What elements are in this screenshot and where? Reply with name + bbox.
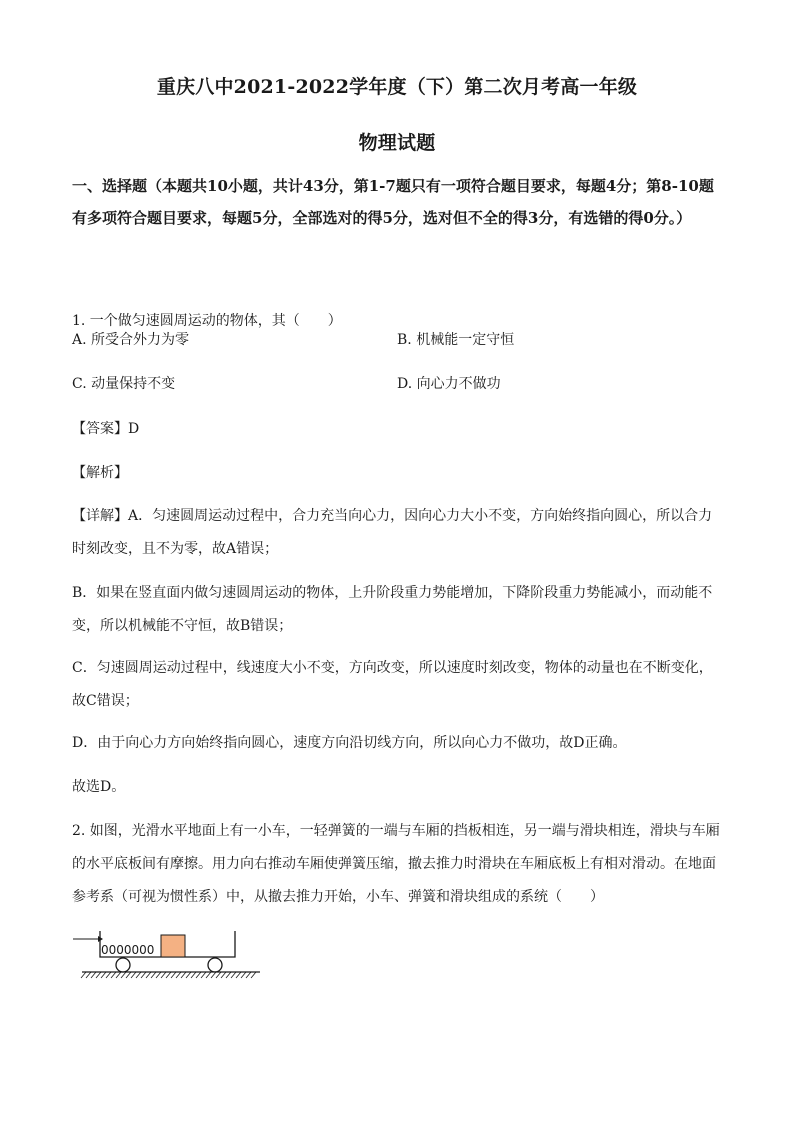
hatch-mark <box>156 972 161 978</box>
detail-label: 【详解】 <box>72 508 128 524</box>
hatch-mark <box>81 972 86 978</box>
hatch-mark <box>246 972 251 978</box>
slider-block <box>161 935 185 957</box>
detail-a-text: A．匀速圆周运动过程中，合力充当向心力，因向心力大小不变，方向始终指向圆心，所以合力时刻改变，且不为零，故A错误； <box>72 508 713 557</box>
q1-detail-a <box>72 500 722 566</box>
hatch-mark <box>176 972 181 978</box>
spring: 0000000 <box>101 943 155 957</box>
hatch-mark <box>221 972 226 978</box>
hatch-mark <box>201 972 206 978</box>
q1-option-c: C. 动量保持不变 <box>72 376 176 392</box>
hatch-mark <box>146 972 151 978</box>
answer-label: 【答案】 <box>72 421 128 437</box>
hatch-mark <box>241 972 246 978</box>
hatch-mark <box>121 972 126 978</box>
hatch-mark <box>131 972 136 978</box>
q1-detail-b: B．如果在竖直面内做匀速圆周运动的物体，上升阶段重力势能增加，下降阶段重力势能减小，而动能不变，所以机械能不守恒，故B错误； <box>72 585 713 634</box>
cart-spring-diagram <box>70 925 270 985</box>
hatch-mark <box>161 972 166 978</box>
exam-subtitle: 物理试题 <box>358 132 436 154</box>
question-2-stem: 2. 如图，光滑水平地面上有一小车，一轻弹簧的一端与车厢的挡板相连，另一端与滑块相连，滑块与车厢的水平底板间有摩擦。用力向右推动车厢使弹簧压缩，撤去推力时滑块在车厢底板上有相对滑动。在地面参考系（可视为惯性系）中，从撤去推力开始，小车、弹簧和滑块组成的系统（ ） <box>72 823 720 905</box>
exam-title: 重庆八中2021-2022学年度（下）第二次月考高一年级 <box>156 76 638 98</box>
hatch-mark <box>231 972 236 978</box>
hatch-mark <box>206 972 211 978</box>
hatch-mark <box>191 972 196 978</box>
hatch-mark <box>141 972 146 978</box>
section-heading: 一、选择题（本题共10小题，共计43分，第1-7题只有一项符合题目要求，每题4分；第8-10题有多项符合题目要求，每题5分，全部选对的得5分，选对但不全的得3分，有选错的得0分。） <box>72 177 714 227</box>
hatch-mark <box>181 972 186 978</box>
hatch-mark <box>86 972 91 978</box>
hatch-mark <box>251 972 256 978</box>
hatch-mark <box>186 972 191 978</box>
q1-conclusion: 故选D。 <box>72 779 126 795</box>
hatch-mark <box>96 972 101 978</box>
left-wheel <box>116 958 130 972</box>
hatch-mark <box>106 972 111 978</box>
hatch-mark <box>91 972 96 978</box>
q1-option-b: B. 机械能一定守恒 <box>397 332 515 348</box>
hatch-mark <box>136 972 141 978</box>
q1-answer-line <box>72 418 139 438</box>
hatch-mark <box>211 972 216 978</box>
hatch-mark <box>101 972 106 978</box>
q1-analysis-label: 【解析】 <box>72 465 128 481</box>
hatch-mark <box>236 972 241 978</box>
hatch-mark <box>151 972 156 978</box>
question-1-stem: 1. 一个做匀速圆周运动的物体，其（ ） <box>72 313 342 329</box>
answer-value: D <box>128 421 140 437</box>
hatch-mark <box>116 972 121 978</box>
q1-option-d: D. 向心力不做功 <box>397 376 501 392</box>
q1-detail-d: D．由于向心力方向始终指向圆心，速度方向沿切线方向，所以向心力不做功，故D正确。 <box>72 735 627 751</box>
hatch-mark <box>196 972 201 978</box>
hatch-mark <box>126 972 131 978</box>
right-wheel <box>208 958 222 972</box>
hatch-mark <box>111 972 116 978</box>
hatch-mark <box>171 972 176 978</box>
q1-detail-c: C．匀速圆周运动过程中，线速度大小不变，方向改变，所以速度时刻改变，物体的动量也在不断变化，故C错误； <box>72 660 713 709</box>
hatch-mark <box>166 972 171 978</box>
ground-hatching <box>81 972 256 978</box>
hatch-mark <box>226 972 231 978</box>
q1-option-a: A. 所受合外力为零 <box>72 332 190 348</box>
hatch-mark <box>216 972 221 978</box>
